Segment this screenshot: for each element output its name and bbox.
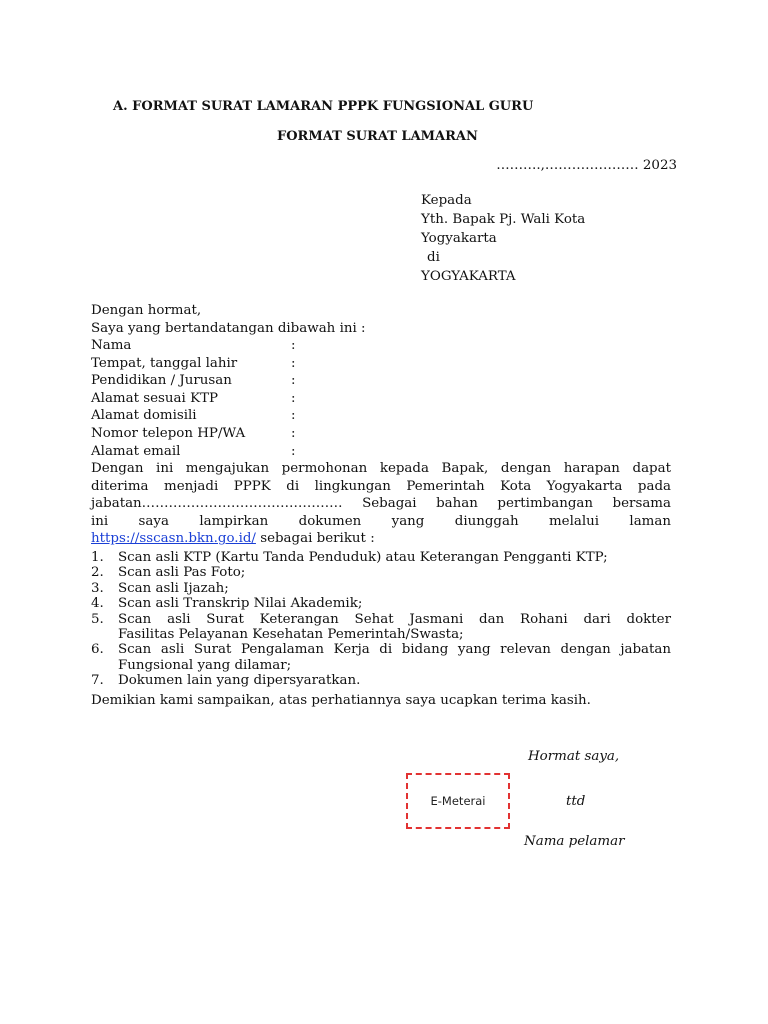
date-line: ……….,………………… 2023 [496, 158, 677, 173]
paragraph-line: diterima menjadi PPPK di lingkungan Pemerintah Kota Yogyakarta pada [91, 478, 671, 494]
greeting: Dengan hormat, [91, 303, 202, 318]
field-colon: : [291, 355, 296, 371]
list-item [91, 595, 671, 610]
list-number: 2. [91, 565, 104, 581]
list-item [91, 672, 671, 687]
field-label: Alamat email [91, 443, 181, 459]
recipient-line-kepada: Kepada [421, 193, 472, 208]
recipient-line-city: Yogyakarta [421, 231, 497, 246]
list-item [91, 611, 671, 642]
section-title: A. FORMAT SURAT LAMARAN PPPK FUNGSIONAL GURU [113, 99, 534, 114]
field-colon: : [291, 408, 296, 424]
emeterai-label: E-Meterai [430, 794, 486, 808]
list-text: Dokumen lain yang dipersyaratkan. [118, 673, 361, 689]
body-paragraph [91, 460, 671, 548]
list-item [91, 641, 671, 672]
list-text-continued: Fasilitas Pelayanan Kesehatan Pemerintah/Swasta; [118, 626, 464, 642]
list-item [91, 549, 671, 564]
field-label: Alamat sesuai KTP [91, 390, 219, 406]
list-number: 5. [91, 611, 104, 627]
list-item [91, 564, 671, 579]
list-text: Scan asli Ijazah; [118, 580, 229, 596]
list-text: Scan asli KTP (Kartu Tanda Penduduk) atau Keterangan Pengganti KTP; [118, 550, 608, 565]
closing-text: Demikian kami sampaikan, atas perhatiannya saya ucapkan terima kasih. [91, 693, 591, 708]
field-label: Tempat, tanggal lahir [91, 355, 238, 371]
list-text-continued: Fungsional yang dilamar; [118, 657, 292, 673]
intro-text: Saya yang bertandatangan dibawah ini : [91, 320, 366, 336]
field-label: Nama [91, 338, 132, 353]
signature-ttd: ttd [566, 794, 586, 809]
list-item [91, 580, 671, 595]
paragraph-line: ini saya lampirkan dokumen yang diunggah melalui laman [91, 513, 671, 529]
field-colon: : [291, 338, 296, 353]
field-alamat-ktp [91, 390, 391, 408]
list-text: Scan asli Transkrip Nilai Akademik; [118, 596, 363, 612]
paragraph-line: Dengan ini mengajukan permohonan kepada Bapak, dengan harapan dapat [91, 461, 671, 476]
list-number: 1. [91, 550, 104, 565]
field-email [91, 443, 391, 461]
letter-title: FORMAT SURAT LAMARAN [277, 129, 478, 144]
greeting-block [91, 302, 366, 337]
paragraph-line: jabatan……………………………………… Sebagai bahan pertimbangan bersama [91, 496, 671, 512]
field-colon: : [291, 373, 296, 389]
field-pendidikan [91, 372, 391, 390]
recipient-line-addressee: Yth. Bapak Pj. Wali Kota [421, 212, 586, 227]
applicant-fields [91, 337, 391, 460]
field-colon: : [291, 443, 296, 459]
emeterai-box [406, 773, 510, 829]
field-ttl [91, 355, 391, 373]
list-text: Scan asli Surat Pengalaman Kerja di bidang yang relevan dengan jabatan [118, 642, 671, 658]
list-number: 4. [91, 596, 104, 612]
list-number: 7. [91, 673, 104, 689]
list-number: 3. [91, 580, 104, 596]
signature-name: Nama pelamar [524, 834, 625, 849]
paragraph-line-rest: sebagai berikut : [255, 531, 375, 547]
field-nama [91, 337, 391, 355]
recipient-line-place: YOGYAKARTA [421, 269, 516, 284]
field-label: Pendidikan / Jurusan [91, 373, 232, 389]
recipient-block [421, 192, 585, 287]
field-telepon [91, 425, 391, 443]
signature-hormat: Hormat saya, [528, 749, 620, 764]
recipient-line-di: di [427, 250, 440, 265]
list-text: Scan asli Pas Foto; [118, 565, 246, 581]
sscasn-link[interactable]: https://sscasn.bkn.go.id/ [91, 531, 256, 547]
attachment-list [91, 549, 671, 688]
list-number: 6. [91, 642, 104, 658]
field-colon: : [291, 390, 296, 406]
field-label: Alamat domisili [91, 408, 197, 424]
field-alamat-domisili [91, 407, 391, 425]
field-colon: : [291, 425, 296, 441]
list-text: Scan asli Surat Keterangan Sehat Jasmani dan Rohani dari dokter [118, 611, 671, 627]
field-label: Nomor telepon HP/WA [91, 425, 246, 441]
paragraph-line [91, 530, 671, 548]
